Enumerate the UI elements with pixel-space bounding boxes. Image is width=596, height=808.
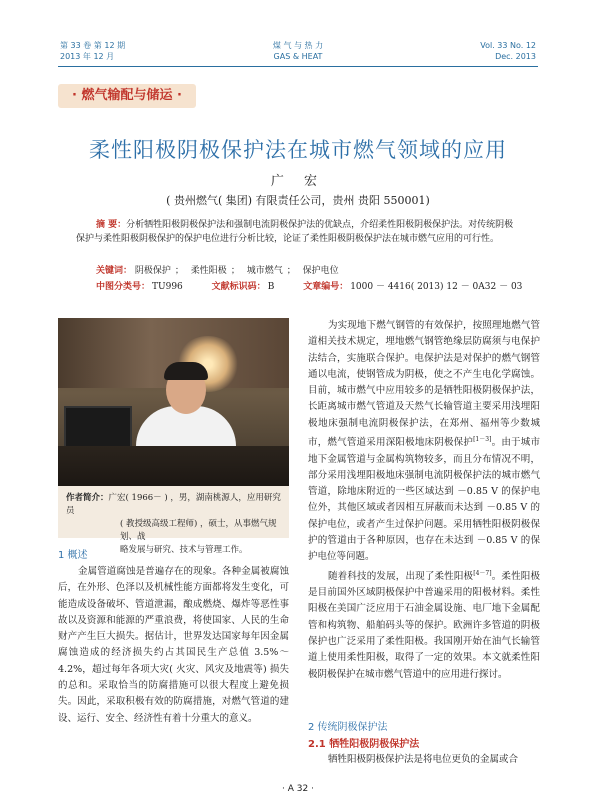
header-journal-cn: 煤 气 与 热 力 (272, 41, 324, 50)
header-volume: 第 33 卷 第 12 期 (60, 41, 126, 50)
doc-code-label: 文献标识码： (211, 282, 266, 292)
author-bio-label: 作者简介： (66, 493, 109, 503)
paragraph: 随着科技的发展，出现了柔性阳极[4－7]。柔性阳极是目前国外区域阴极保护中普遍采用的阳极材料。柔性阳极在美国广泛应用于石油金属设施、电厂地下金属配管和构筑物、船舶码头等的保护。欧洲许多管道的阴极保护也广泛采用了柔性阳极。我国刚开始在油气长输管道上使用柔性阳极，取得了一定的效果。本文就柔性阳极阴极保护在城市燃气管道中的应用进行探讨。 (308, 569, 540, 680)
citation-ref: [1－3] (473, 436, 492, 444)
keywords: 关键词： 阴极保护 ； 柔性阳极 ； 城市燃气 ； 保护电位 (96, 266, 339, 276)
keyword: 阴极保护 (134, 266, 171, 276)
paragraph: 为实现地下燃气钢管的有效保护，按照理地燃气管道相关技术规定，埋地燃气钢管绝缘层防腐须与电保护法结合，实施联合保护。电保护法是对保护的燃气钢管通以电流，使钢管成为阴极，使之不产生电化学腐蚀。目前，城市燃气中应用较多的是牺牲阳极阴极保护法，长距离城市燃气管道及天然气长输管道主要采用浅埋阳极地床强制电流阴极保护法，在郑州、福州等少数城市，燃气管道采用深阳极地床阴极保护[1－3]。由于城市地下金属管道与金属构筑物较多，而且分布情况不明，部分采用浅埋阳极地床强制电流阴极保护法的城市燃气管道，除地床附近的一些区域达到 －0.85 V 的保护电位外，其他区域或者因相互屏蔽而未达到 －0.85 V 的保护电位，或者产生过保护问题。采用牺牲阳极阴极保护的管道由于各种原因，也存在未达到 －0.85 V 的保护电位等问题。 (308, 320, 540, 563)
column-tag: · 燃气输配与储运 · (58, 84, 196, 108)
author-photo (58, 318, 289, 486)
author-bio-line: 广宏( 1966－ ) ，男，湖南桃源人，应用研究员 (66, 493, 281, 516)
clc-value: TU996 (152, 282, 183, 292)
abstract-text: 分析牺牲阳极阴极保护法和强制电流阴极保护法的优缺点，介绍柔性阳极阴极保护法。对传统阴极保护与柔性阳极阴极保护的保护电位进行分析比较，论证了柔性阳极阴极保护法在城市燃气应用的可行性。 (76, 220, 514, 244)
author-bio-line: ( 教授级高级工程师) ，硕士，从事燃气规划、战 (120, 519, 277, 542)
right-column-body (308, 318, 540, 683)
paragraph: 牺牲阳极阴极保护法是将电位更负的金属或合 (328, 754, 519, 765)
keyword: 柔性阳极 (190, 266, 227, 276)
classification-line (96, 281, 524, 293)
author-bio (58, 486, 289, 555)
paragraph: 金属管道腐蚀是普遍存在的现象。各种金属被腐蚀后，在外形、色泽以及机械性能方面都将发生变化，可能造成设备破坏、管道泄漏，酿成燃烧、爆炸等恶性事故以及资源和能源的严重浪费，将使国家、人民的生命财产产生巨大损失。据估计，世界发达国家每年因金属腐蚀造成的经济损失约占其国民生产总值 3.5%～4.2%，超过每年各项大灾( 火灾、风灾及地震等) 损失的总和。采取恰当的防腐措施可以很大程度上避免损失。因此，采取积极有效的防腐措施，对燃气管道的建设、运行、安全、经济性有着十分重大的意义。 (58, 566, 289, 724)
section-1-body (58, 564, 289, 727)
section-heading-2: 2 传统阴极保护法 (308, 722, 388, 733)
article-title: 柔性阳极阴极保护法在城市燃气领域的应用 (89, 138, 507, 162)
section-heading-1: 1 概述 (58, 550, 88, 561)
section-heading-2-1: 2.1 牺牲阳极阴极保护法 (308, 739, 420, 750)
author-name: 广 宏 (270, 174, 326, 189)
header-volume-info-en (480, 40, 536, 62)
section-2-1-body (308, 752, 540, 768)
keyword: 城市燃气 (246, 266, 283, 276)
header-date-en: Dec. 2013 (495, 52, 536, 61)
citation-ref: [4－7] (473, 569, 492, 577)
article-number-label: 文章编号： (303, 282, 349, 292)
article-number-value: 1000 － 4416( 2013) 12 － 0A32 － 03 (350, 282, 523, 292)
header-date: 2013 年 12 月 (60, 52, 115, 61)
header-volume-en: Vol. 33 No. 12 (480, 41, 536, 50)
keywords-label: 关键词： (96, 266, 133, 276)
author-bio-line: 略发展与研究、技术与管理工作。 (120, 545, 248, 555)
keyword: 保护电位 (302, 266, 339, 276)
author-affiliation: ( 贵州燃气( 集团) 有限责任公司，贵州 贵阳 550001) (166, 194, 430, 207)
abstract-label: 摘 要： (96, 220, 127, 230)
page-number: · A 32 · (282, 784, 314, 794)
header-journal-en: GAS & HEAT (273, 52, 323, 61)
header-divider (58, 66, 538, 67)
abstract (76, 218, 520, 246)
doc-code-value: B (267, 282, 275, 292)
clc-label: 中图分类号： (96, 282, 151, 292)
